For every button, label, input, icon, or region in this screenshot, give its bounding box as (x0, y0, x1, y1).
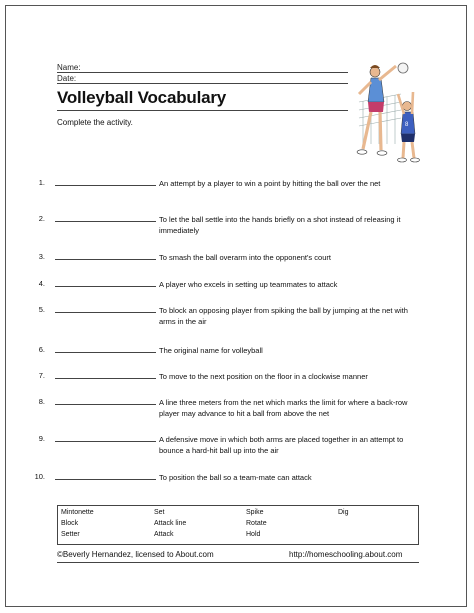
word-bank-term: Mintonette (61, 509, 94, 516)
word-bank-term: Hold (246, 531, 261, 538)
question-number: 9. (38, 434, 45, 443)
answer-blank[interactable] (55, 286, 156, 287)
instructions: Complete the activity. (57, 118, 133, 127)
volleyball-players-illustration (351, 54, 421, 164)
answer-blank[interactable] (55, 259, 156, 260)
question-number: 10. (34, 472, 45, 481)
question-number: 8. (38, 397, 45, 406)
name-label: Name: (57, 63, 81, 72)
question-definition: The original name for volleyball (159, 346, 263, 355)
word-bank-term: Setter (61, 531, 80, 538)
question-definition: To let the ball settle into the hands briefly on a shot instead of releasing it immediately (159, 215, 401, 235)
question-definition: To smash the ball overarm into the opponent's court (159, 253, 331, 262)
answer-blank[interactable] (55, 312, 156, 313)
answer-blank[interactable] (55, 352, 156, 353)
word-bank-term: Rotate (246, 520, 267, 527)
answer-blank[interactable] (55, 479, 156, 480)
answer-blank[interactable] (55, 221, 156, 222)
word-bank-term: Spike (246, 509, 264, 516)
footer-divider (57, 562, 419, 563)
answer-blank[interactable] (55, 185, 156, 186)
question-definition: An attempt by a player to win a point by hitting the ball over the net (159, 179, 381, 188)
question-number: 3. (38, 252, 45, 261)
svg-text:8: 8 (405, 122, 409, 128)
question-definition: A line three meters from the net which marks the limit for where a back-row player may advance to hit a ball from above the net (159, 398, 408, 418)
question-number: 1. (38, 178, 45, 187)
word-bank (57, 505, 419, 545)
word-bank-term: Dig (338, 509, 349, 516)
date-label: Date: (57, 74, 77, 83)
page-title: Volleyball Vocabulary (57, 88, 227, 107)
question-definition: To move to the next position on the floor in a clockwise manner (159, 372, 368, 381)
question-definition: A player who excels in setting up teammates to attack (159, 280, 338, 289)
word-bank-term: Attack (154, 531, 174, 538)
name-line (57, 72, 348, 73)
word-bank-term: Attack line (154, 520, 187, 527)
word-bank-term: Set (154, 509, 165, 516)
answer-blank[interactable] (55, 441, 156, 442)
date-line (57, 83, 348, 84)
question-number: 2. (38, 214, 45, 223)
worksheet-page (5, 5, 467, 607)
question-definition: To block an opposing player from spiking the ball by jumping at the net with arms in the air (159, 306, 408, 326)
title-divider (57, 110, 348, 111)
question-number: 5. (38, 305, 45, 314)
question-definition: To position the ball so a team-mate can attack (159, 473, 312, 482)
copyright-text: ©Beverly Hernandez, licensed to About.com (57, 550, 214, 559)
question-number: 6. (38, 345, 45, 354)
word-bank-term: Block (61, 520, 79, 527)
question-number: 4. (38, 279, 45, 288)
answer-blank[interactable] (55, 378, 156, 379)
site-url: http://homeschooling.about.com (289, 550, 403, 559)
question-definition: A defensive move in which both arms are placed together in an attempt to bounce a hard-hit ball up into the air (159, 435, 404, 455)
question-number: 7. (38, 371, 45, 380)
answer-blank[interactable] (55, 404, 156, 405)
